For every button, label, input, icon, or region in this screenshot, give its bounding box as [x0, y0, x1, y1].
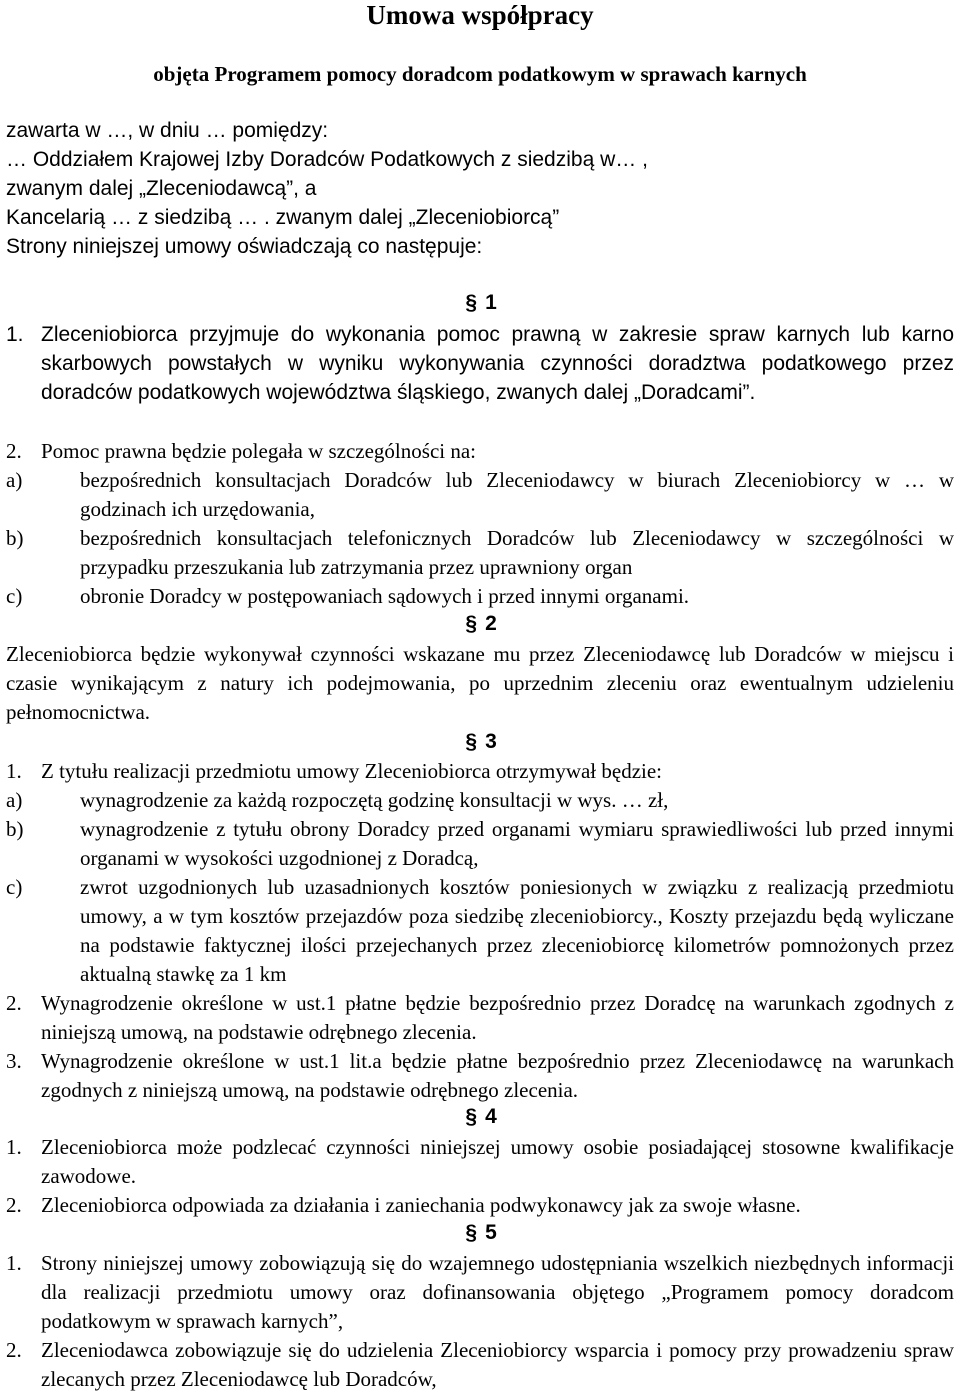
section-symbol: § [465, 1221, 478, 1244]
point-letter: c) [6, 584, 23, 608]
clause-number: 2. [6, 1338, 22, 1362]
point-text: bezpośrednich konsultacjach telefonicznych Doradców lub Zleceniodawcy w szczególności w przypadku przeszukania lub zatrzymania przez uprawniony organ [80, 526, 954, 579]
section-heading [0, 729, 960, 755]
page-title: Umowa współpracy [366, 0, 594, 30]
clause-text: Z tytułu realizacji przedmiotu umowy Zleceniobiorca otrzymywał będzie: [41, 759, 663, 783]
clause-point [6, 524, 954, 582]
clause [6, 1191, 954, 1220]
clause-text: Strony niniejszej umowy zobowiązują się do wzajemnego udostępniania wszelkich niezbędnych informacji dla realizacji przedmiotu umowy oraz dofinansowania objętego „Programem pomocy doradcom podatkowym w sprawach karnych”, [41, 1251, 954, 1333]
section-symbol: § [465, 1105, 478, 1128]
clause-number: 2. [6, 1193, 22, 1217]
point-letter: c) [6, 875, 23, 899]
point-letter: a) [6, 788, 23, 812]
clause-number: 1. [6, 323, 24, 346]
clause [6, 1249, 954, 1336]
point-text: bezpośrednich konsultacjach Doradców lub Zleceniodawcy w biurach Zleceniobiorcy w … w godzinach ich urzędowania, [80, 468, 954, 521]
section-heading [0, 611, 960, 637]
intro-line: zawarta w …, w dniu … pomiędzy: [6, 119, 329, 142]
section-number: 4 [485, 1105, 497, 1128]
clause-number: 1. [6, 759, 22, 783]
clause-point [6, 786, 954, 815]
intro-line: Strony niniejszej umowy oświadczają co następuje: [6, 235, 483, 258]
clause-number: 2. [6, 991, 22, 1015]
point-letter: a) [6, 468, 23, 492]
clause-point [6, 466, 954, 524]
section-symbol: § [465, 730, 478, 753]
section-number: 3 [485, 730, 497, 753]
point-letter: b) [6, 817, 24, 841]
clause-text: Zleceniobiorca odpowiada za działania i zaniechania podwykonawcy jak za swoje własne. [41, 1193, 801, 1217]
clause-text: Zleceniobiorca przyjmuje do wykonania pomoc prawną w zakresie spraw karnych lub karno skarbowych powstałych w wyniku wykonywania czynności doradztwa podatkowego przez doradców podatkowych województwa śląskiego, zwanych dalej „Doradcami”. [41, 323, 954, 404]
section-symbol: § [465, 291, 478, 314]
clause-number: 3. [6, 1049, 22, 1073]
clause [6, 1336, 954, 1392]
clause-text: Zleceniobiorca może podzlecać czynności niniejszej umowy osobie posiadającej stosowne kwalifikacje zawodowe. [41, 1135, 954, 1188]
intro-line: … Oddziałem Krajowej Izby Doradców Podatkowych z siedzibą w… , [6, 148, 648, 171]
section-heading [0, 1220, 960, 1246]
paragraph [6, 640, 954, 730]
clause [6, 437, 954, 466]
clause [6, 1133, 954, 1191]
clause-text: Wynagrodzenie określone w ust.1 płatne będzie bezpośrednio przez Doradcę na warunkach zgodnych z niniejszą umową, na podstawie odrębnego zlecenia. [41, 991, 954, 1044]
clause-number: 2. [6, 439, 22, 463]
clause [6, 757, 954, 786]
section-number: 5 [485, 1221, 497, 1244]
clause-number: 1. [6, 1251, 22, 1275]
clause [6, 989, 954, 1047]
clause-point [6, 873, 954, 989]
section-number: 2 [485, 612, 497, 635]
clause-point [6, 582, 954, 611]
point-letter: b) [6, 526, 24, 550]
clause-number: 1. [6, 1135, 22, 1159]
intro-line: zwanym dalej „Zleceniodawcą”, a [6, 177, 317, 200]
clause-text: Wynagrodzenie określone w ust.1 lit.a będzie płatne bezpośrednio przez Zleceniodawcę na warunkach zgodnych z niniejszą umową, na podstawie odrębnego zlecenia. [41, 1049, 954, 1102]
point-text: wynagrodzenie z tytułu obrony Doradcy przed organami wymiaru sprawiedliwości lub przed innymi organami w wysokości uzgodnionej z Doradcą, [80, 817, 954, 870]
section-heading [0, 290, 960, 316]
page-subtitle: objęta Programem pomocy doradcom podatkowym w sprawach karnych [153, 62, 807, 86]
clause [6, 320, 954, 438]
point-text: zwrot uzgodnionych lub uzasadnionych kosztów poniesionych w związku z realizacją przedmiotu umowy, a w tym kosztów przejazdów poza siedzibę zleceniobiorcy., Koszty przejazdu będą wyliczane na podstawie faktycznej ilości przejechanych przez zleceniobiorcę kilometrów pomnożonych przez aktualną stawkę za 1 km [80, 875, 954, 986]
clause-point [6, 815, 954, 873]
intro-line: Kancelarią … z siedzibą … . zwanym dalej „Zleceniobiorcą” [6, 206, 560, 229]
section-heading [0, 1104, 960, 1130]
point-text: obronie Doradcy w postępowaniach sądowych i przed innymi organami. [80, 584, 690, 608]
point-text: wynagrodzenie za każdą rozpoczętą godzinę konsultacji w wys. … zł, [80, 788, 669, 812]
clause-text: Pomoc prawna będzie polegała w szczególności na: [41, 439, 477, 463]
clause-text: Zleceniodawca zobowiązuje się do udzielenia Zleceniobiorcy wsparcia i pomocy przy prowadzeniu spraw zlecanych przez Zleceniodawcę lub Doradców, [41, 1338, 954, 1391]
section-symbol: § [465, 612, 478, 635]
paragraph-text: Zleceniobiorca będzie wykonywał czynności wskazane mu przez Zleceniodawcę lub Doradców w miejscu i czasie wynikającym z natury ich podejmowania, po uprzednim zleceniu oraz ewentualnym udzieleniu pełnomocnictwa. [6, 642, 954, 724]
section-number: 1 [485, 291, 497, 314]
clause [6, 1047, 954, 1105]
